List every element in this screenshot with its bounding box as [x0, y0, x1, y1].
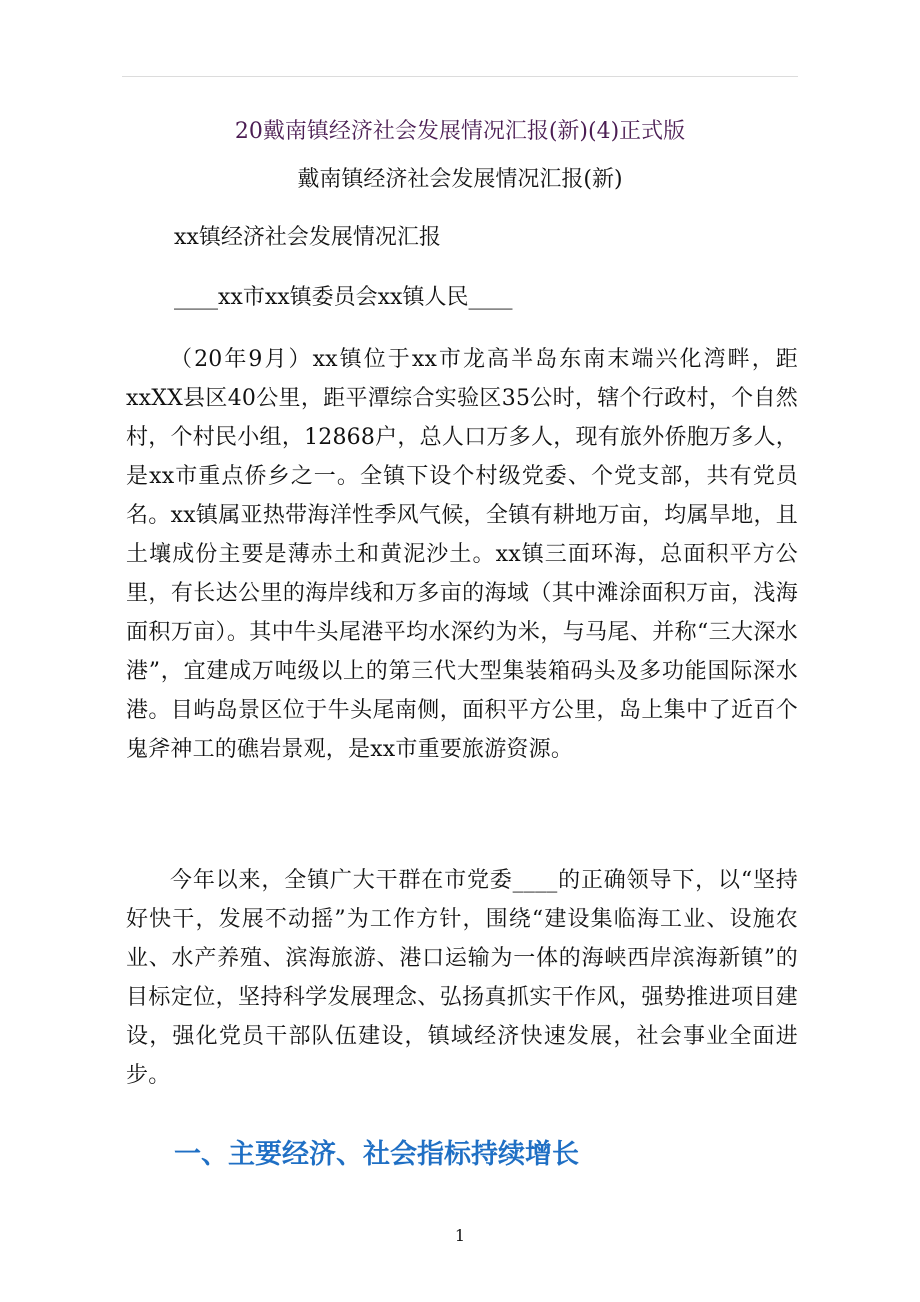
page-number: 1 [454, 1226, 466, 1245]
report-heading: xx镇经济社会发展情况汇报 [174, 225, 441, 250]
document-title: 20戴南镇经济社会发展情况汇报(新)(4)正式版 [234, 119, 686, 144]
header-rule [122, 76, 798, 77]
document-subtitle: 戴南镇经济社会发展情况汇报(新) [297, 167, 623, 192]
paragraph-overview: 今年以来，全镇广大干群在市党委____的正确领导下，以“坚持好快干，发展不动摇”为工作方针，围绕“建设集临海工业、设施农业、水产养殖、滨海旅游、港口运输为一体的海峡西岸滨海新镇”的目标定位，坚持科学发展理念、弘扬真抓实干作风，强势推进项目建设，强化党员干部队伍建设，镇域经济快速发展，社会事业全面进步。 [126, 868, 798, 1088]
issuer-line: ____xx市xx镇委员会xx镇人民____ [174, 285, 513, 310]
section-heading: 一、主要经济、社会指标持续增长 [174, 1139, 579, 1170]
paragraph-intro: （20年9月）xx镇位于xx市龙高半岛东南末端兴化湾畔，距xxXX县区40公里，距平潭综合实验区35公时，辖个行政村，个自然村，个村民小组，12868户，总人口万多人，现有旅外侨胞万多人，是xx市重点侨乡之一。全镇下设个村级党委、个党支部，共有党员名。xx镇属亚热带海洋性季风气候，全镇有耕地万亩，均属旱地，且土壤成份主要是薄赤土和黄泥沙土。xx镇三面环海，总面积平方公里，有长达公里的海岸线和万多亩的海域（其中滩涂面积万亩，浅海面积万亩）。其中牛头尾港平均水深约为米，与马尾、并称“三大深水港”，宜建成万吨级以上的第三代大型集装箱码头及多功能国际深水港。目屿岛景区位于牛头尾南侧，面积平方公里，岛上集中了近百个鬼斧神工的礁岩景观，是xx市重要旅游资源。 [126, 347, 798, 762]
